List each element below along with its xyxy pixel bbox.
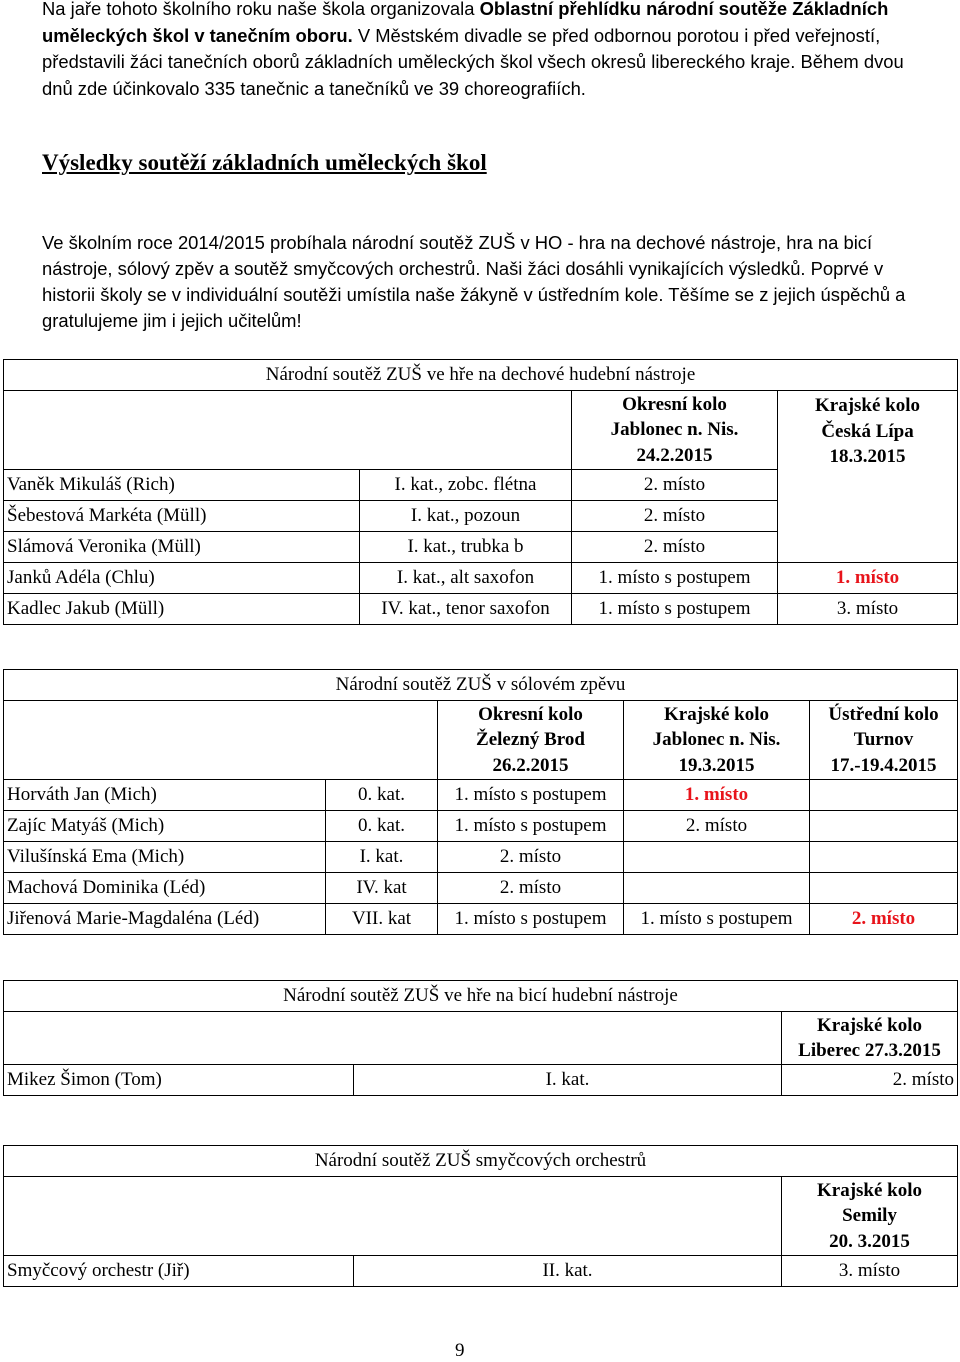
column-header-okresni-kolo: Okresní kolo Jablonec n. Nis. 24.2.2015 — [572, 391, 778, 470]
table-title: Národní soutěž ZUŠ ve hře na dechové hudební nástroje — [4, 360, 958, 391]
table-row: Vilušínská Ema (Mich) I. kat. 2. místo — [4, 842, 958, 873]
table-wind-instruments — [3, 359, 958, 625]
section-heading: Výsledky soutěží základních uměleckých škol — [42, 150, 487, 175]
intro-paragraph — [42, 0, 922, 102]
column-header-krajske-kolo: Krajské kolo Jablonec n. Nis. 19.3.2015 — [624, 701, 810, 780]
column-header-ustredni-kolo: Ústřední kolo Turnov 17.-19.4.2015 — [810, 701, 958, 780]
column-header-krajske-kolo: Krajské kolo Semily 20. 3.2015 — [782, 1177, 958, 1256]
results-intro-paragraph: Ve školním roce 2014/2015 probíhala národní soutěž ZUŠ v HO - hra na dechové nástroje, hra na bicí nástroje, sólový zpěv a soutěž smyčcových orchestrů. Naši žáci dosáhli vynikajících výsledků. Poprvé v historii školy se v individuální soutěži umístila naše žákyně v ústředním kole. Těšíme se z jejich úspěchů a gratulujeme jim i jejich učitelům! — [42, 232, 906, 331]
table-row: Mikez Šimon (Tom) I. kat. 2. místo — [4, 1065, 958, 1096]
table-row: Zajíc Matyáš (Mich) 0. kat. 1. místo s postupem 2. místo — [4, 811, 958, 842]
table-row: Horváth Jan (Mich) 0. kat. 1. místo s postupem 1. místo — [4, 780, 958, 811]
table-solo-singing — [3, 669, 958, 935]
table-string-orchestras — [3, 1145, 958, 1287]
intro-text-start: Na jaře tohoto školního roku naše škola organizovala — [42, 0, 480, 19]
table-row: Šebestová Markéta (Müll) I. kat., pozoun 2. místo — [4, 501, 958, 532]
table-row: Jiřenová Marie-Magdaléna (Léd) VII. kat 1. místo s postupem 1. místo s postupem 2. místo — [4, 904, 958, 935]
table-row: Janků Adéla (Chlu) I. kat., alt saxofon 1. místo s postupem 1. místo — [4, 563, 958, 594]
intro-text-rest: V Městském divadle se před odbornou porotou i před veřejností, představili žáci tanečních oborů základních uměleckých škol všech okresů libereckého kraje. Během dvou dnů zde účinkovalo 335 tanečnic a tanečníků ve 39 choreografiích. — [42, 24, 904, 99]
table-title: Národní soutěž ZUŠ ve hře na bicí hudební nástroje — [4, 981, 958, 1012]
column-header-krajske-kolo: Krajské kolo Česká Lípa 18.3.2015 — [778, 391, 958, 501]
column-header-krajske-kolo: Krajské kolo Liberec 27.3.2015 — [782, 1012, 958, 1065]
table-row: Machová Dominika (Léd) IV. kat 2. místo — [4, 873, 958, 904]
table-row: Slámová Veronika (Müll) I. kat., trubka b 2. místo — [4, 532, 958, 563]
table-row: Kadlec Jakub (Müll) IV. kat., tenor saxofon 1. místo s postupem 3. místo — [4, 594, 958, 625]
table-title: Národní soutěž ZUŠ smyčcových orchestrů — [4, 1146, 958, 1177]
page-number: 9 — [455, 1340, 465, 1361]
table-percussion — [3, 980, 958, 1096]
table-row: Vaněk Mikuláš (Rich) I. kat., zobc. flétna 2. místo — [4, 470, 958, 501]
intro-bold-event: Oblastní přehlídku národní soutěže Základních uměleckých škol v tanečním oboru. — [42, 0, 889, 46]
table-row: Smyčcový orchestr (Jiř) II. kat. 3. místo — [4, 1256, 958, 1287]
column-header-okresni-kolo: Okresní kolo Železný Brod 26.2.2015 — [438, 701, 624, 780]
table-title: Národní soutěž ZUŠ v sólovém zpěvu — [4, 670, 958, 701]
